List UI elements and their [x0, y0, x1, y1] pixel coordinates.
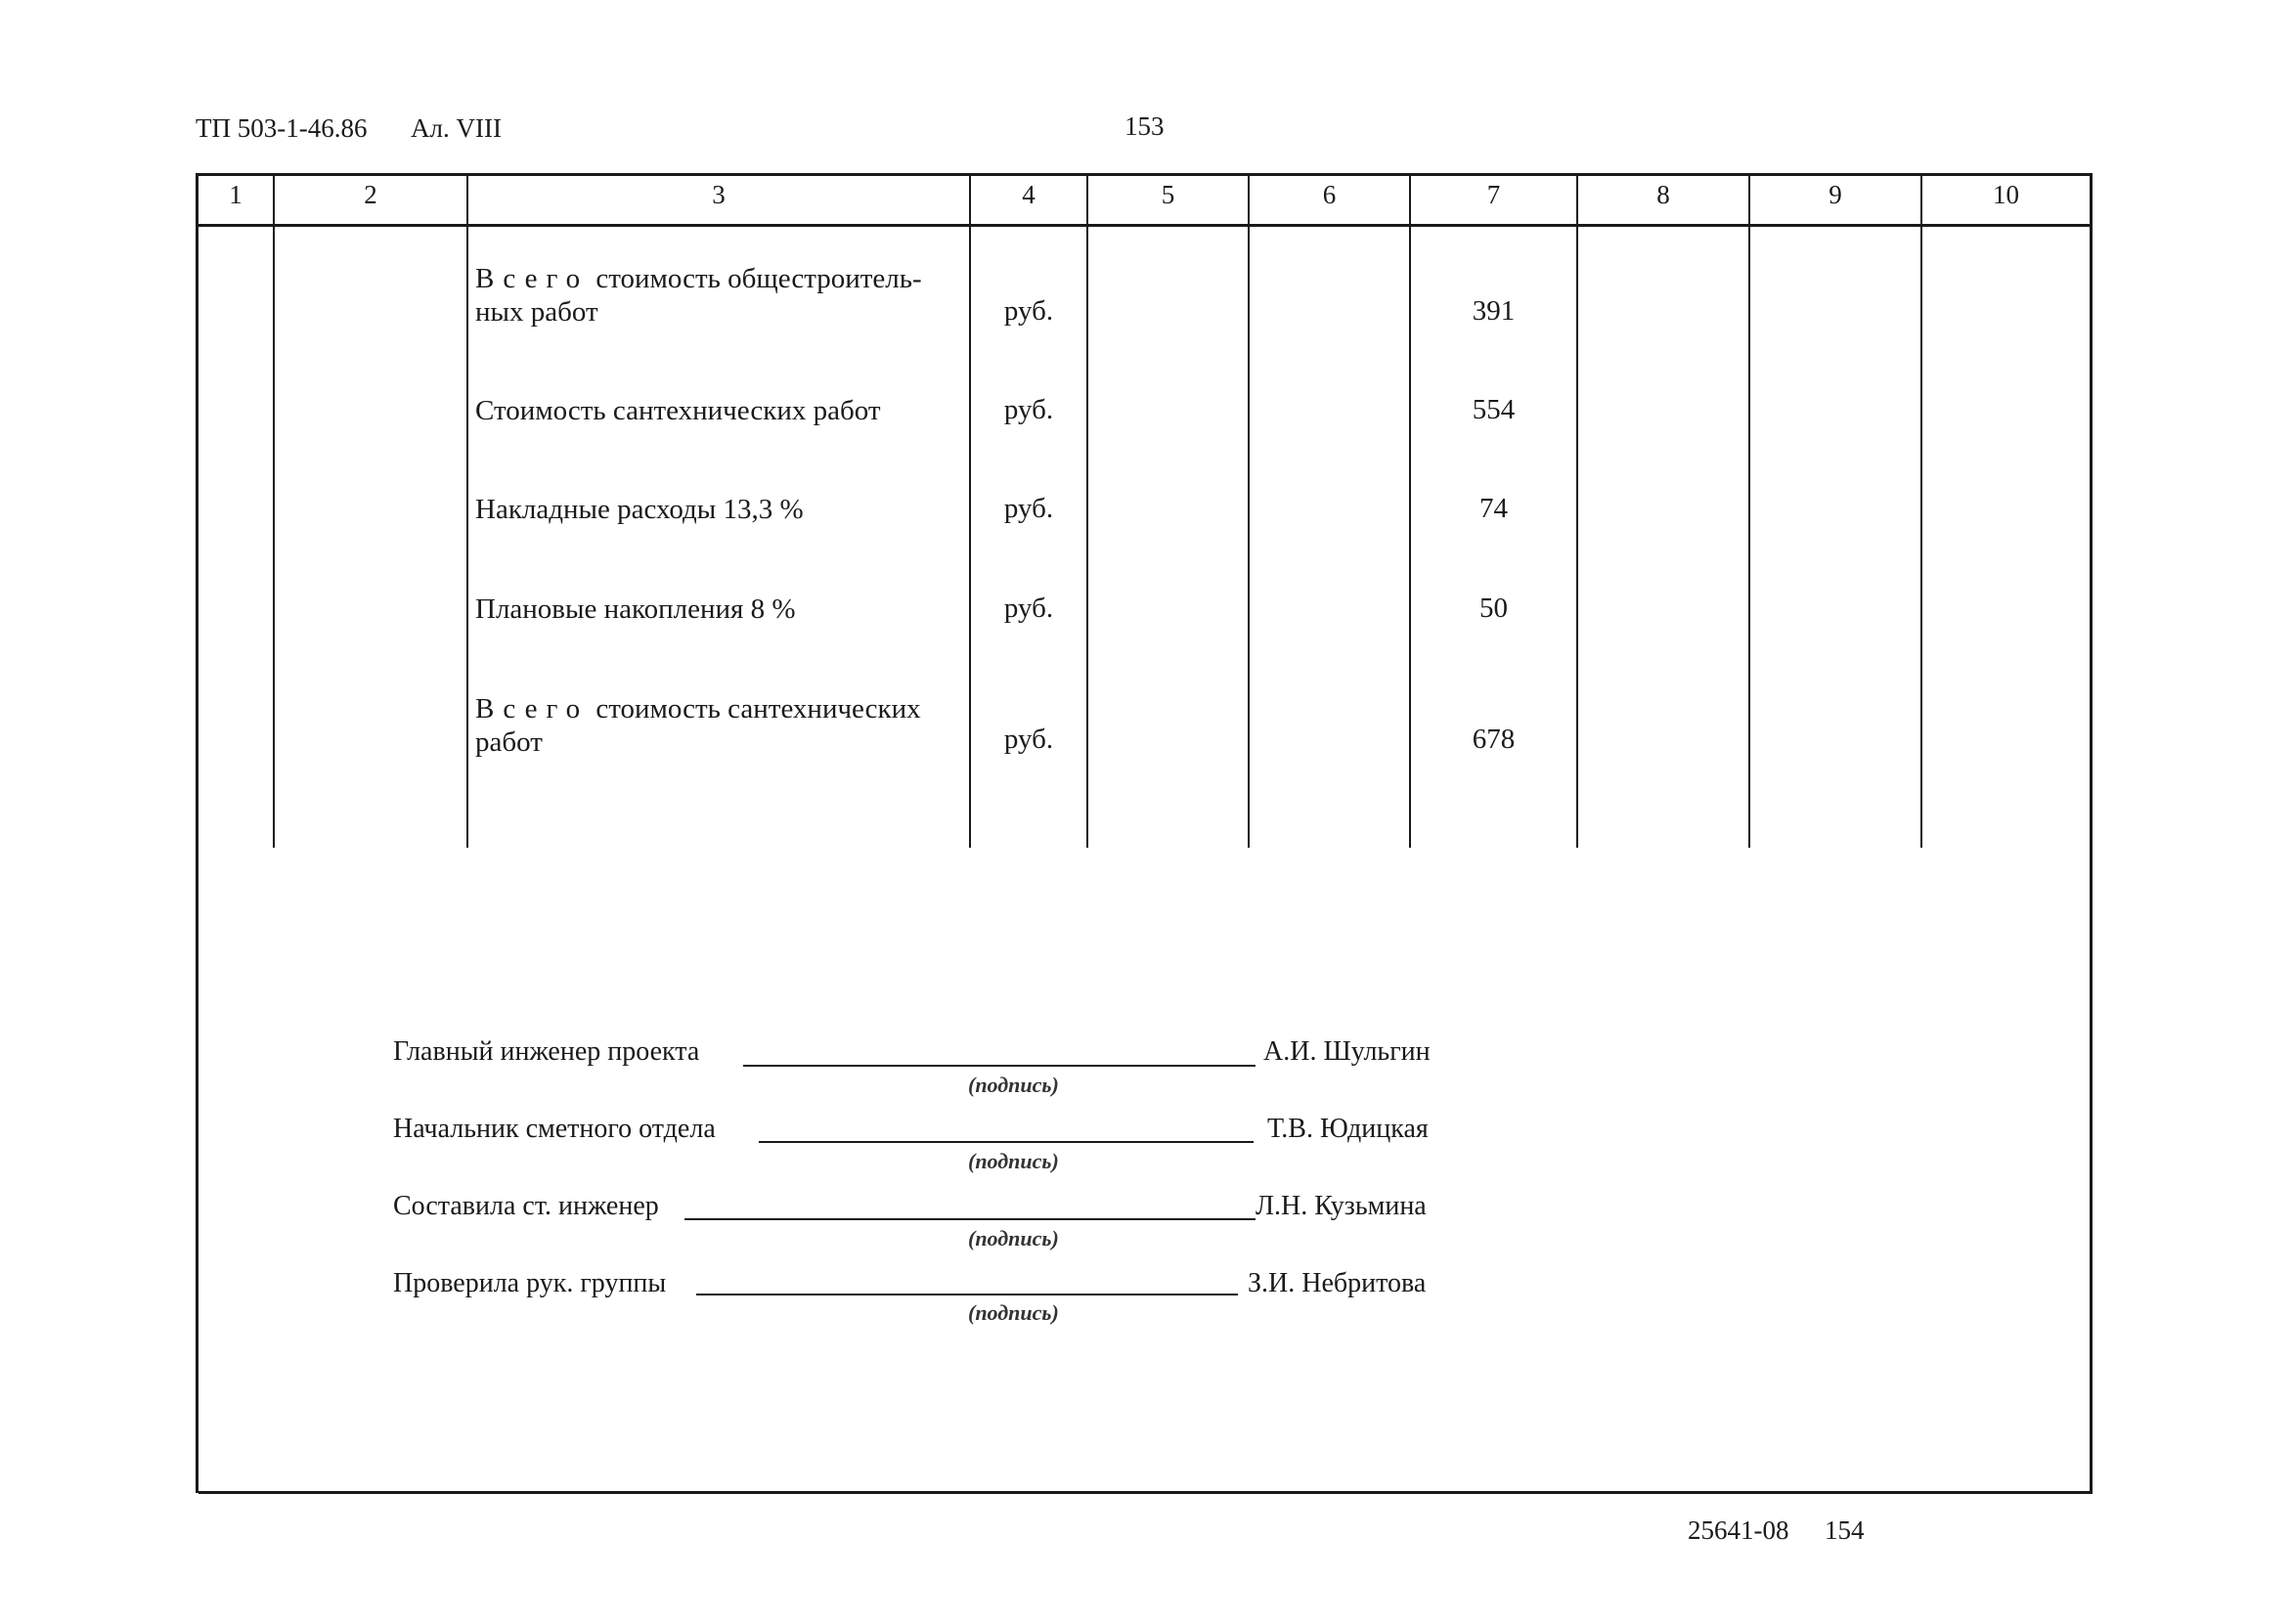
signature-role: Главный инженер проекта: [393, 1036, 700, 1067]
column-number: 8: [1656, 180, 1670, 209]
row-value: 678: [1472, 724, 1516, 755]
signature-role: Проверила рук. группы: [393, 1268, 667, 1298]
row-value: 391: [1472, 295, 1516, 327]
signature-line: [684, 1218, 1256, 1220]
doc-code: ТП 503-1-46.86: [196, 113, 368, 143]
footer-page-number: 154: [1825, 1515, 1865, 1545]
row-value: 74: [1479, 493, 1508, 524]
signature-line: [743, 1065, 1256, 1067]
signature-caption: (подпись): [968, 1226, 1059, 1251]
row-label-text: стоимость сантехнических: [595, 693, 921, 724]
row-unit: руб.: [1003, 394, 1054, 425]
row-label-line2: ных работ: [475, 296, 598, 328]
row-label: [475, 493, 804, 526]
column-number: 6: [1322, 180, 1337, 209]
signature-name: Л.Н. Кузьмина: [1256, 1191, 1427, 1221]
signature-name: З.И. Небритова: [1248, 1268, 1427, 1298]
column-number: 2: [364, 180, 377, 209]
column-number: 10: [1993, 180, 2019, 209]
signature-role: Составила ст. инженер: [393, 1191, 659, 1221]
row-label: [475, 593, 796, 626]
column-number: 9: [1829, 180, 1842, 209]
row-label: [475, 262, 922, 329]
signature-line: [759, 1141, 1254, 1143]
row-unit: руб.: [1003, 295, 1054, 327]
signature-line: [696, 1294, 1238, 1295]
row-label-text: Стоимость сантехнических работ: [475, 395, 881, 426]
row-unit: руб.: [1003, 724, 1054, 755]
row-label-line2: работ: [475, 726, 543, 758]
column-number: 1: [229, 180, 242, 209]
row-label: [475, 692, 921, 759]
row-label-prefix: Всего: [475, 693, 590, 724]
row-label-text: стоимость общестроитель-: [595, 263, 922, 294]
column-number: 3: [712, 180, 726, 209]
signature-name: Т.В. Юдицкая: [1267, 1114, 1429, 1144]
column-number: 4: [1022, 180, 1036, 209]
signature-caption: (подпись): [968, 1073, 1059, 1097]
row-unit: руб.: [1003, 593, 1054, 624]
row-label-text: Плановые накопления 8 %: [475, 593, 796, 625]
signature-role: Начальник сметного отдела: [393, 1114, 716, 1144]
page-number: 153: [1124, 111, 1165, 141]
signature-caption: (подпись): [968, 1149, 1059, 1173]
row-label-text: Накладные расходы 13,3 %: [475, 494, 804, 525]
column-number: 7: [1486, 180, 1501, 209]
signature-caption: (подпись): [968, 1300, 1059, 1325]
footer-doc-number: 25641-08: [1688, 1515, 1789, 1545]
row-value: 554: [1472, 394, 1516, 425]
signature-name: А.И. Шульгин: [1263, 1036, 1431, 1067]
row-unit: руб.: [1003, 493, 1054, 524]
row-label: [475, 394, 881, 427]
column-number: 5: [1161, 180, 1175, 209]
row-label-prefix: Всего: [475, 263, 590, 294]
row-value: 50: [1479, 593, 1508, 624]
album-label: Ал. VIII: [411, 113, 502, 143]
